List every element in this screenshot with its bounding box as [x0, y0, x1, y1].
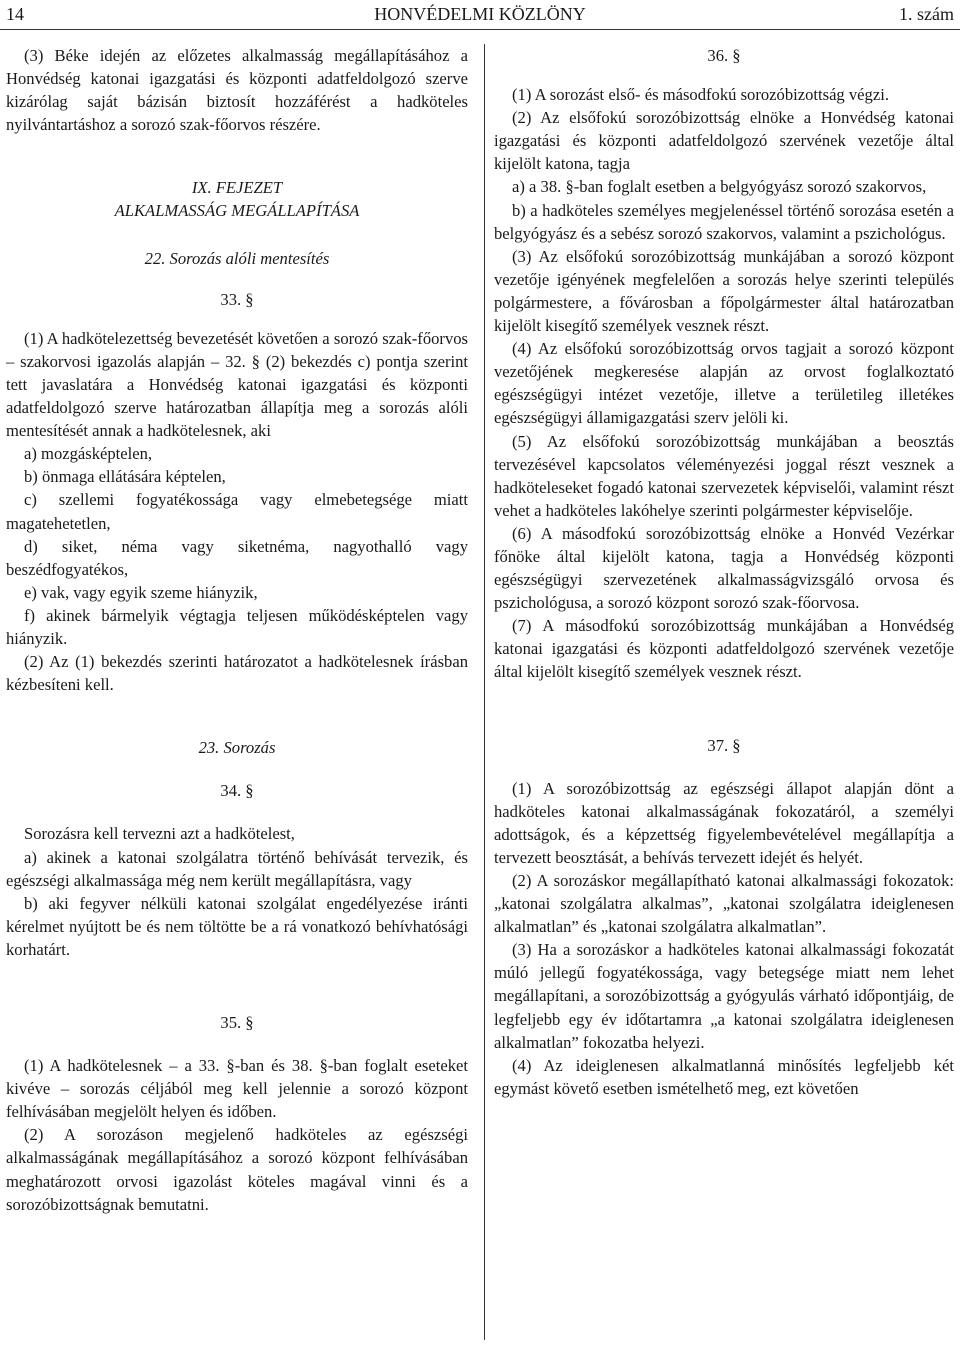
- paragraph-37-3: (3) Ha a sorozáskor a hadköteles katonai alkalmassági fokozatát múló jellegű fogyatékossága, vagy betegsége miatt nem lehet megállapítani, a sorozóbizottság a gyógyulás várható időpontjáig, de legfeljebb egy év időtartamra „a katonai szolgálatra ideiglenesen alkalmatlan” fokozatba helyezi.: [494, 940, 954, 1052]
- section-23-title: 23. Sorozás: [198, 738, 276, 758]
- paragraph-35-heading: 35. §: [220, 1013, 254, 1032]
- paragraph-36-2-item-b: b) a hadköteles személyes megjelenéssel történő sorozása esetén a belgyógyász és a sebész sorozó szakorvos, valamint a pszichológus.: [494, 200, 954, 243]
- journal-title: HONVÉDELMI KÖZLÖNY: [374, 4, 586, 24]
- paragraph-36-1: (1) A sorozást első- és másodfokú sorozóbizottság végzi.: [512, 85, 889, 105]
- paragraph-34-item-b: b) aki fegyver nélküli katonai szolgálat engedélyezése iránti kérelmet nyújtott be és nem töltötte be a rá vonatkozó behívhatósági korhatárt.: [6, 893, 468, 959]
- paragraph-34-intro: Sorozásra kell tervezni azt a hadkötelest,: [24, 824, 295, 844]
- paragraph-36-2-item-a: a) a 38. §-ban foglalt esetben a belgyógyász sorozó szakorvos,: [512, 177, 927, 197]
- paragraph-36-5: (5) Az elsőfokú sorozóbizottság munkájában a beosztás tervezésével kapcsolatos véleményezési joggal részt vesznek a hadköteleseket fogadó katonai szervezetek képviselői, valamint részt vehet a hadköteles lakóhelye szerinti polgármester képviselője.: [494, 431, 954, 520]
- paragraph-34-item-a: a) akinek a katonai szolgálatra történő behívását tervezik, és egészségi alkalmassága még nem került megállapításra, vagy: [6, 847, 468, 890]
- paragraph-36-3: (3) Az elsőfokú sorozóbizottság munkájában a sorozó központ vezetője igényének megfelelően a sorozás helye szerinti település polgármestere, a fővárosban a főpolgármester által határozatban kijelölt kisegítő személyek vesznek részt.: [494, 246, 954, 336]
- paragraph-33-heading: 33. §: [220, 289, 254, 309]
- right-column: [494, 44, 954, 1100]
- paragraph-35-1: (1) A hadkötelesnek – a 33. §-ban és 38. §-ban foglalt eseteket kivéve – sorozás céljából meg kell jelennie a sorozó központ felhívásában megjelölt helyen és időben.: [6, 1056, 468, 1122]
- page-number: 14: [6, 4, 24, 24]
- paragraph-37-2: (2) A sorozáskor megállapítható katonai alkalmassági fokozatok: „katonai szolgálatra alkalmas”, „katonai szolgálatra ideiglenesen alkalmatlan” és „katonai szolgálatra alkalmatlan”.: [494, 871, 954, 937]
- paragraph-34-heading: 34. §: [220, 781, 254, 801]
- intro-paragraph: (3) Béke idején az előzetes alkalmasság megállapításához a Honvédség katonai igazgatási és központi adatfeldolgozó szerve kizárólag saját bázisán biztosít hozzáférést a hadköteles nyilvántartáshoz a sorozó szak-főorvos részére.: [6, 46, 468, 135]
- paragraph-37-1: (1) A sorozóbizottság az egészségi állapot alapján dönt a hadköteles katonai alkalmasságának fokozatáról, a személyi adottságok, és a képzettség figyelembevételével megállapítja a tervezett beosztását, a behívás tervezett idejét és helyét.: [494, 778, 954, 867]
- chapter-subtitle: ALKALMASSÁG MEGÁLLAPÍTÁSA: [114, 201, 360, 221]
- paragraph-36-4: (4) Az elsőfokú sorozóbizottság orvos tagjait a sorozó központ vezetőjének megkeresése alapján az orvost foglalkoztató egészségügyi intézet vezetője, illetve a területileg illetékes egészségügyi államigazgatási szerv jelöli ki.: [494, 339, 954, 428]
- column-divider: [484, 44, 485, 1340]
- paragraph-35-2: (2) A sorozáson megjelenő hadköteles az egészségi alkalmasságának megállapításához a sorozó központ felhívásában meghatározott orvosi igazolást köteles magával vinni és a sorozóbizottságnak bemutatni.: [6, 1125, 468, 1214]
- paragraph-33-item-a: a) mozgásképtelen,: [24, 444, 153, 464]
- paragraph-33-item-d: d) siket, néma vagy siketnéma, nagyothalló vagy beszédfogyatékos,: [6, 536, 468, 579]
- paragraph-36-7: (7) A másodfokú sorozóbizottság munkájában a Honvédség katonai igazgatási és központi adatfeldolgozó szervének vezetője által kijelölt kisegítő személyek vesznek részt.: [494, 616, 954, 682]
- paragraph-36-2: (2) Az elsőfokú sorozóbizottság elnöke a Honvédség katonai igazgatási és központi adatfeldolgozó szervének vezetője által kijelölt katona, tagja: [494, 108, 954, 174]
- section-22-title: 22. Sorozás alóli mentesítés: [144, 248, 330, 268]
- paragraph-36-heading: 36. §: [707, 46, 741, 65]
- chapter-title: IX. FEJEZET: [191, 178, 283, 198]
- paragraph-33-item-b: b) önmaga ellátására képtelen,: [24, 467, 226, 487]
- paragraph-33-item-e: e) vak, vagy egyik szeme hiányzik,: [24, 582, 258, 602]
- page-header: [0, 0, 960, 30]
- paragraph-33-item-f: f) akinek bármelyik végtagja teljesen működésképtelen vagy hiányzik.: [6, 605, 468, 648]
- paragraph-33-item-c: c) szellemi fogyatékossága vagy elmebetegsége miatt magatehetetlen,: [6, 490, 468, 533]
- paragraph-37-4: (4) Az ideiglenesen alkalmatlanná minősítés legfeljebb két egymást követő esetben ismételhető meg, ezt követően: [494, 1055, 954, 1098]
- paragraph-36-6: (6) A másodfokú sorozóbizottság elnöke a Honvéd Vezérkar főnöke által kijelölt katona, tagja a Honvédség központi egészségügyi szervezetének alkalmasságvizsgáló orvosa és pszichológusa, a sorozó központ sorozó szak-főorvosa.: [494, 523, 954, 613]
- paragraph-33-2: (2) Az (1) bekezdés szerinti határozatot a hadkötelesnek írásban kézbesíteni kell.: [6, 652, 468, 695]
- paragraph-37-heading: 37. §: [707, 735, 741, 755]
- paragraph-33-1: (1) A hadkötelezettség bevezetését követően a sorozó szak-főorvos – szakorvosi igazolás alapján – 32. § (2) bekezdés c) pontja szerint tett javaslatára a Honvédség katonai igazgatási és központi adatfeldolgozó szerve határozatban állapítja meg a sorozás alóli mentesítését annak a hadkötelesnek, aki: [6, 328, 468, 441]
- issue-number: 1. szám: [899, 4, 954, 24]
- left-column: [6, 44, 468, 1216]
- header-rule: [0, 29, 960, 30]
